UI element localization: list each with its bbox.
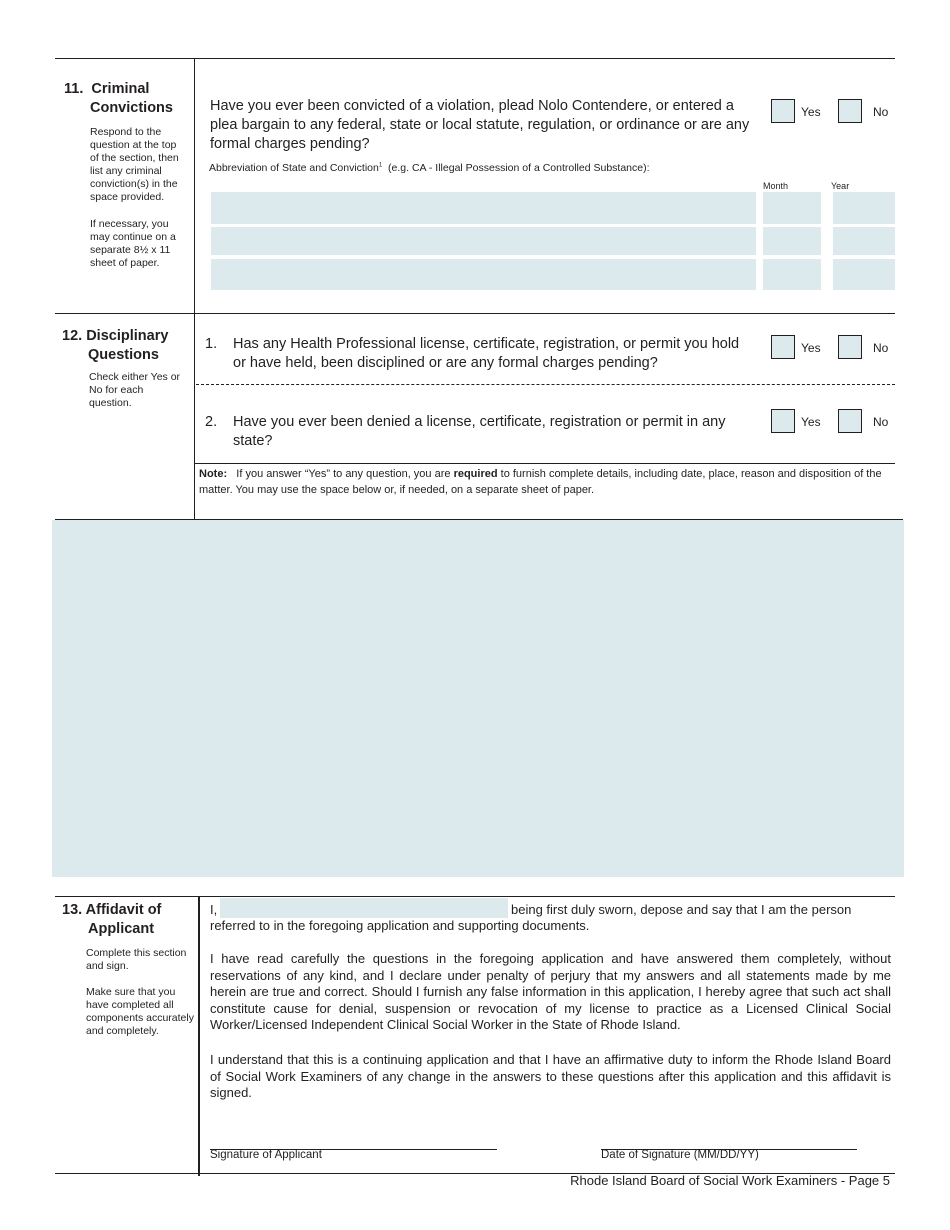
disciplinary-q1-number: 1. — [205, 336, 218, 352]
section-13-top-rule — [55, 896, 895, 897]
conviction-year-field-2[interactable] — [833, 227, 895, 255]
disciplinary-q1-no-label: No — [873, 341, 889, 355]
section-12-instructions: Check either Yes or No for each question. — [89, 371, 181, 409]
section-13-title: 13. Affidavit of Applicant — [62, 902, 162, 937]
date-signature-label: Date of Signature (MM/DD/YY) — [601, 1149, 759, 1161]
conviction-year-field-1[interactable] — [833, 192, 895, 224]
disciplinary-question-2: Have you ever been denied a license, certificate, registration or permit in any state? — [233, 414, 726, 449]
explanation-text-area[interactable] — [52, 520, 904, 877]
disciplinary-q2-number: 2. — [205, 414, 218, 430]
conviction-field-2[interactable] — [211, 227, 756, 255]
conviction-year-field-3[interactable] — [833, 259, 895, 290]
sworn-statement: being first duly sworn, depose and say that I am the person — [511, 902, 852, 917]
affiant-prefix: I, — [210, 902, 218, 917]
disciplinary-q2-no-checkbox[interactable] — [838, 409, 862, 433]
conviction-month-field-1[interactable] — [763, 192, 821, 224]
disciplinary-q2-no-label: No — [873, 415, 889, 429]
affidavit-continuing-duty: I understand that this is a continuing application and that I have an affirmative duty to inform the Rhode Island Board of Social Work Examiners of any change in the answers to these questions after this application and this affidavit is signed. — [210, 1052, 891, 1101]
section-13-instructions: Complete this section and sign. — [86, 947, 187, 972]
section-12-top-rule — [55, 313, 895, 314]
disciplinary-q1-yes-checkbox[interactable] — [771, 335, 795, 359]
disciplinary-q2-yes-label: Yes — [801, 415, 821, 429]
criminal-yes-checkbox[interactable] — [771, 99, 795, 123]
year-column-label: Year — [831, 181, 850, 191]
section-11-top-rule — [55, 58, 895, 59]
section-11-instructions: Respond to the question at the top of the section, then list any criminal conviction(s) in the space provided. — [90, 126, 179, 203]
criminal-no-checkbox[interactable] — [838, 99, 862, 123]
month-column-label: Month — [763, 181, 789, 191]
signature-label: Signature of Applicant — [210, 1149, 322, 1161]
disciplinary-note: Note: If you answer “Yes” to any question, you are required to furnish complete details, including date, place, reason and disposition of the matter. You may use the space below or, if needed, on a separate sheet of paper. — [199, 468, 882, 496]
page-footer: Rhode Island Board of Social Work Examiners - Page 5 — [570, 1173, 890, 1188]
label-column-divider — [194, 58, 195, 520]
disciplinary-q1-no-checkbox[interactable] — [838, 335, 862, 359]
affidavit-declaration: I have read carefully the questions in the foregoing application and have answered them completely, without reservations of any kind, and I declare under penalty of perjury that my answers and all statements made by me herein are true and correct. Should I furnish any false information in this application, I hereby agree that such act shall constitute cause for denial, suspension or revocation of my license to practice as a Licensed Clinical Social Worker/Licensed Independent Clinical Social Worker in the State of Rhode Island. — [210, 951, 891, 1033]
applicant-name-field[interactable] — [220, 898, 508, 918]
section-13-completeness-note: Make sure that you have completed all components accurately and completely. — [86, 986, 194, 1037]
conviction-month-field-2[interactable] — [763, 227, 821, 255]
section-11-title: 11. Criminal Convictions — [64, 81, 173, 116]
disciplinary-q1-yes-label: Yes — [801, 341, 821, 355]
conviction-month-field-3[interactable] — [763, 259, 821, 290]
criminal-no-label: No — [873, 105, 889, 119]
section-11-continuation-note: If necessary, you may continue on a separate 8½ x 11 sheet of paper. — [90, 218, 176, 269]
conviction-field-3[interactable] — [211, 259, 756, 290]
conviction-field-1[interactable] — [211, 192, 756, 224]
criminal-conviction-question: Have you ever been convicted of a violation, plead Nolo Contendere, or entered a plea bargain to any federal, state or local statute, regulation, or ordinance or are any formal charges pending? — [210, 98, 750, 152]
note-top-rule — [194, 463, 895, 464]
disciplinary-q2-yes-checkbox[interactable] — [771, 409, 795, 433]
question-separator — [196, 384, 895, 385]
section-12-title: 12. Disciplinary Questions — [62, 328, 169, 363]
disciplinary-question-1: Has any Health Professional license, certificate, registration, or permit you hold or have held, been disciplined or are any formal charges pending? — [233, 336, 740, 371]
sworn-statement-continued: referred to in the foregoing application and supporting documents. — [210, 918, 590, 933]
section-13-divider — [198, 896, 200, 1176]
conviction-list-label: Abbreviation of State and Conviction$^1$ (e.g. CA - Illegal Possession of a Controlled Substance): — [209, 162, 650, 174]
criminal-yes-label: Yes — [801, 105, 821, 119]
